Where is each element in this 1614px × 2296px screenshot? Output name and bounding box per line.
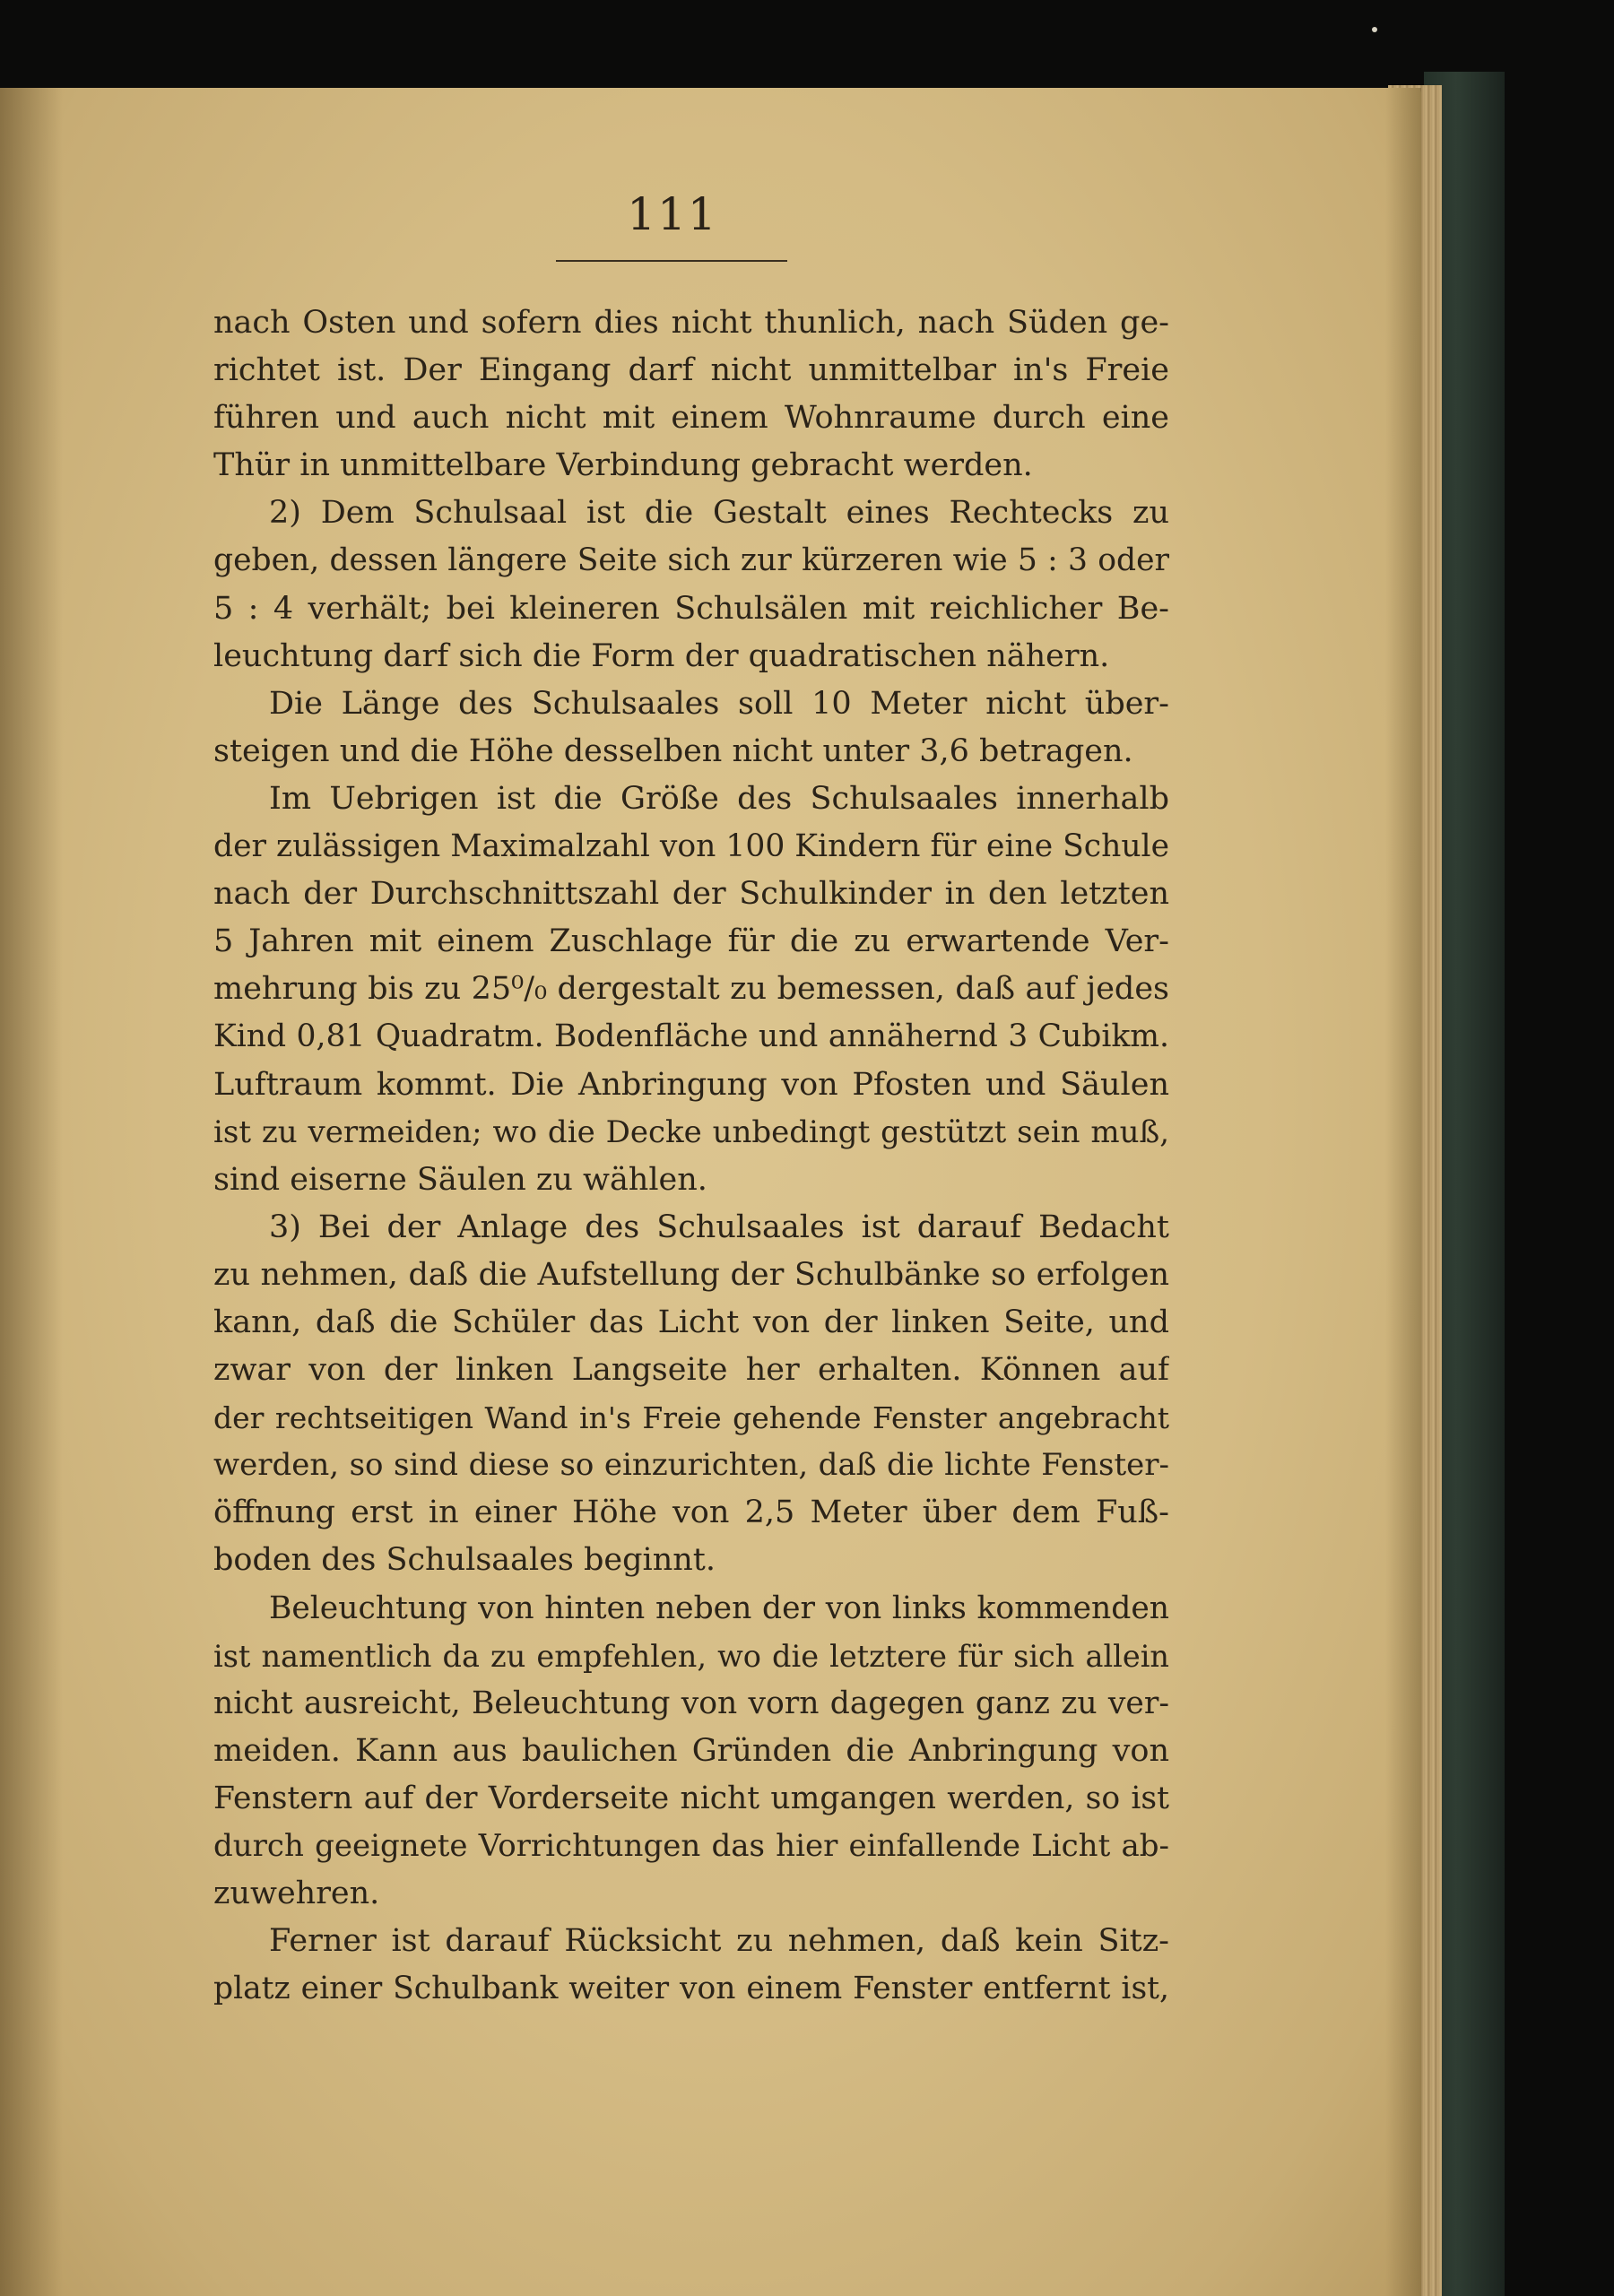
text-line: zwar von der linken Langseite her erhalten. Können auf	[213, 1352, 1169, 1389]
text-line: Beleuchtung von hinten neben der von links kommenden	[269, 1590, 1169, 1626]
text-line: führen und auch nicht mit einem Wohnraume durch eine	[213, 400, 1169, 437]
text-line: Im Uebrigen ist die Größe des Schulsaales innerhalb	[269, 780, 1169, 817]
text-line: nach der Durchschnittszahl der Schulkinder in den letzten	[213, 876, 1169, 913]
text-line: Luftraum kommt. Die Anbringung von Pfosten und Säulen	[213, 1066, 1169, 1103]
text-line: platz einer Schulbank weiter von einem Fenster entfernt ist,	[213, 1971, 1169, 2007]
text-line: leuchtung darf sich die Form der quadratischen nähern.	[213, 637, 1110, 674]
text-line: 2) Dem Schulsaal ist die Gestalt eines Rechtecks zu	[269, 495, 1169, 532]
text-line: Kind 0,81 Quadratm. Bodenfläche und annähernd 3 Cubikm.	[213, 1018, 1169, 1055]
text-line: ist zu vermeiden; wo die Decke unbedingt gestützt sein muß,	[213, 1113, 1169, 1150]
text-line: mehrung bis zu 25⁰/₀ dergestalt zu bemessen, daß auf jedes	[213, 971, 1169, 1008]
page-number: 111	[627, 188, 718, 240]
text-line: öffnung erst in einer Höhe von 2,5 Meter über dem Fuß-	[213, 1495, 1169, 1531]
text-line: ist namentlich da zu empfehlen, wo die letztere für sich allein	[213, 1638, 1169, 1674]
text-line: zu nehmen, daß die Aufstellung der Schulbänke so erfolgen	[213, 1256, 1169, 1293]
header-rule	[556, 260, 787, 262]
text-line: 3) Bei der Anlage des Schulsaales ist darauf Bedacht	[269, 1209, 1169, 1245]
text-line: zuwehren.	[213, 1876, 380, 1912]
text-line: Ferner ist darauf Rücksicht zu nehmen, daß kein Sitz-	[269, 1923, 1169, 1960]
text-line: kann, daß die Schüler das Licht von der linken Seite, und	[213, 1304, 1169, 1340]
text-line: steigen und die Höhe desselben nicht unter 3,6 betragen.	[213, 732, 1133, 769]
text-line: boden des Schulsaales beginnt.	[213, 1542, 716, 1579]
text-line: werden, so sind diese so einzurichten, daß die lichte Fenster-	[213, 1447, 1169, 1484]
text-line: 5 : 4 verhält; bei kleineren Schulsälen mit reichlicher Be-	[213, 590, 1169, 627]
text-line: der rechtseitigen Wand in's Freie gehende Fenster angebracht	[213, 1400, 1169, 1436]
text-line: geben, dessen längere Seite sich zur kürzeren wie 5 : 3 oder	[213, 542, 1169, 579]
text-line: Fenstern auf der Vorderseite nicht umgangen werden, so ist	[213, 1780, 1169, 1816]
text-line: Die Länge des Schulsaales soll 10 Meter nicht über-	[269, 685, 1169, 722]
text-line: der zulässigen Maximalzahl von 100 Kindern für eine Schule	[213, 828, 1169, 865]
text-line: durch geeignete Vorrichtungen das hier einfallende Licht ab-	[213, 1828, 1169, 1864]
text-line: nach Osten und sofern dies nicht thunlich, nach Süden ge-	[213, 305, 1169, 341]
body-text	[213, 299, 1169, 2013]
text-line: richtet ist. Der Eingang darf nicht unmittelbar in's Freie	[213, 352, 1169, 389]
text-line: meiden. Kann aus baulichen Gründen die Anbringung von	[213, 1732, 1169, 1769]
text-line: sind eiserne Säulen zu wählen.	[213, 1161, 707, 1198]
text-line: Thür in unmittelbare Verbindung gebracht werden.	[213, 447, 1033, 484]
text-line: 5 Jahren mit einem Zuschlage für die zu erwartende Ver-	[213, 923, 1169, 960]
dust-speck	[1372, 27, 1377, 32]
text-line: nicht ausreicht, Beleuchtung von vorn dagegen ganz zu ver-	[213, 1685, 1169, 1721]
